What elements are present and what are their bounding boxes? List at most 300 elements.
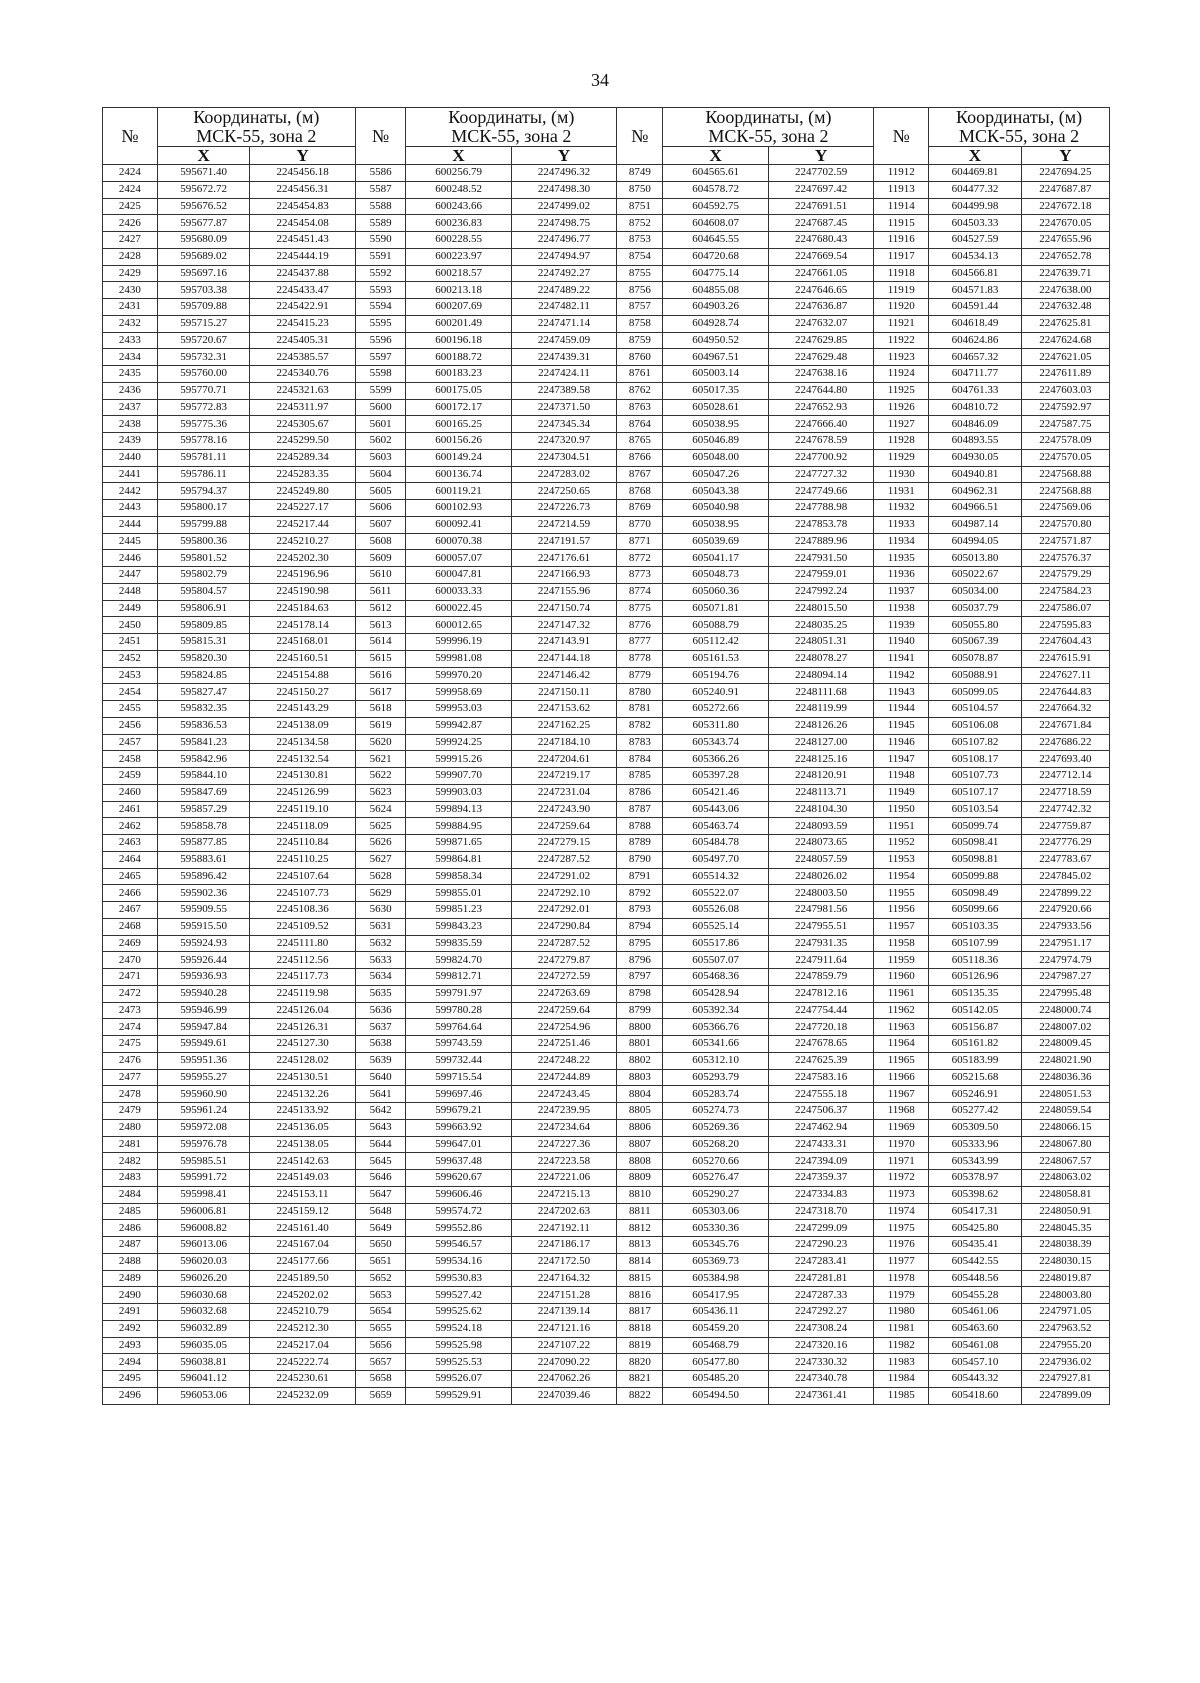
table-row (103, 466, 1110, 483)
point-number: 2460 (103, 784, 158, 801)
x-value: 605046.89 (663, 433, 768, 450)
x-value: 604711.77 (929, 366, 1022, 383)
table-row (103, 1253, 1110, 1270)
point-number: 11958 (874, 935, 929, 952)
x-value: 605099.66 (929, 902, 1022, 919)
y-value: 2245444.19 (250, 248, 355, 265)
x-value: 605468.79 (663, 1337, 768, 1354)
point-number: 8797 (617, 969, 663, 986)
x-value: 605088.79 (663, 617, 768, 634)
y-value: 2247578.09 (1021, 433, 1109, 450)
y-value: 2247162.25 (511, 717, 616, 734)
y-value: 2247318.70 (768, 1203, 873, 1220)
table-row (103, 1052, 1110, 1069)
y-value: 2247330.32 (768, 1354, 873, 1371)
x-value: 599858.34 (406, 868, 511, 885)
point-number: 2461 (103, 801, 158, 818)
point-number: 11943 (874, 684, 929, 701)
x-value: 605112.42 (663, 634, 768, 651)
point-number: 5638 (355, 1036, 406, 1053)
x-value: 605107.99 (929, 935, 1022, 952)
y-value: 2247652.78 (1021, 248, 1109, 265)
x-value: 595951.36 (157, 1052, 250, 1069)
point-number: 11936 (874, 567, 929, 584)
x-value: 605507.07 (663, 952, 768, 969)
y-value: 2247687.87 (1021, 181, 1109, 198)
point-number: 2470 (103, 952, 158, 969)
y-value: 2247629.85 (768, 332, 873, 349)
y-value: 2247754.44 (768, 1002, 873, 1019)
x-value: 599546.57 (406, 1237, 511, 1254)
x-value: 599871.65 (406, 835, 511, 852)
x-value: 605106.08 (929, 717, 1022, 734)
x-value: 605135.35 (929, 985, 1022, 1002)
x-value: 600183.23 (406, 366, 511, 383)
point-number: 5653 (355, 1287, 406, 1304)
y-value: 2247583.16 (768, 1069, 873, 1086)
x-value: 600248.52 (406, 181, 511, 198)
x-value: 605484.78 (663, 835, 768, 852)
y-value: 2247636.87 (768, 299, 873, 316)
x-value: 605497.70 (663, 851, 768, 868)
point-number: 2473 (103, 1002, 158, 1019)
point-number: 11916 (874, 232, 929, 249)
table-row (103, 349, 1110, 366)
y-value: 2247287.52 (511, 935, 616, 952)
x-value: 605343.74 (663, 734, 768, 751)
point-number: 5649 (355, 1220, 406, 1237)
point-number: 5602 (355, 433, 406, 450)
point-number: 8809 (617, 1170, 663, 1187)
table-row (103, 1153, 1110, 1170)
point-number: 11980 (874, 1304, 929, 1321)
y-value: 2247987.27 (1021, 969, 1109, 986)
x-value: 605274.73 (663, 1103, 768, 1120)
y-value: 2247615.91 (1021, 650, 1109, 667)
point-number: 2457 (103, 734, 158, 751)
point-number: 11919 (874, 282, 929, 299)
y-value: 2245161.40 (250, 1220, 355, 1237)
x-value: 600057.07 (406, 550, 511, 567)
x-value: 605425.80 (929, 1220, 1022, 1237)
y-header: Y (1021, 147, 1109, 165)
x-value: 596030.68 (157, 1287, 250, 1304)
point-number: 8789 (617, 835, 663, 852)
y-value: 2245126.31 (250, 1019, 355, 1036)
x-value: 595896.42 (157, 868, 250, 885)
point-number: 8792 (617, 885, 663, 902)
y-value: 2247670.05 (1021, 215, 1109, 232)
y-value: 2245451.43 (250, 232, 355, 249)
x-value: 599851.23 (406, 902, 511, 919)
y-value: 2247239.95 (511, 1103, 616, 1120)
point-number: 11976 (874, 1237, 929, 1254)
xy-header-row (103, 147, 1110, 165)
y-value: 2247139.14 (511, 1304, 616, 1321)
point-number: 2440 (103, 449, 158, 466)
y-value: 2247244.89 (511, 1069, 616, 1086)
y-value: 2247243.45 (511, 1086, 616, 1103)
x-value: 605333.96 (929, 1136, 1022, 1153)
y-value: 2247661.05 (768, 265, 873, 282)
table-row (103, 533, 1110, 550)
y-value: 2247853.78 (768, 516, 873, 533)
point-number: 2438 (103, 416, 158, 433)
y-value: 2247062.26 (511, 1371, 616, 1388)
point-number: 8777 (617, 634, 663, 651)
x-value: 595799.88 (157, 516, 250, 533)
y-value: 2247202.63 (511, 1203, 616, 1220)
point-number: 2463 (103, 835, 158, 852)
x-value: 595680.09 (157, 232, 250, 249)
point-number: 11931 (874, 483, 929, 500)
x-value: 595677.87 (157, 215, 250, 232)
y-value: 2248026.02 (768, 868, 873, 885)
x-value: 605071.81 (663, 600, 768, 617)
x-value: 604846.09 (929, 416, 1022, 433)
y-value: 2247107.22 (511, 1337, 616, 1354)
x-value: 595800.17 (157, 500, 250, 517)
y-value: 2245433.47 (250, 282, 355, 299)
x-value: 595936.93 (157, 969, 250, 986)
y-value: 2245222.74 (250, 1354, 355, 1371)
x-value: 595806.91 (157, 600, 250, 617)
y-value: 2248051.31 (768, 634, 873, 651)
y-value: 2247345.34 (511, 416, 616, 433)
x-value: 605037.79 (929, 600, 1022, 617)
point-number: 5589 (355, 215, 406, 232)
y-value: 2247911.64 (768, 952, 873, 969)
x-value: 604962.31 (929, 483, 1022, 500)
y-value: 2245126.99 (250, 784, 355, 801)
point-number: 11947 (874, 751, 929, 768)
y-value: 2247254.96 (511, 1019, 616, 1036)
coords-header (663, 108, 874, 147)
point-number: 2471 (103, 969, 158, 986)
y-value: 2247691.51 (768, 198, 873, 215)
y-value: 2245249.80 (250, 483, 355, 500)
x-value: 605103.54 (929, 801, 1022, 818)
y-value: 2247496.32 (511, 165, 616, 182)
point-number: 2454 (103, 684, 158, 701)
y-value: 2247234.64 (511, 1119, 616, 1136)
y-value: 2248066.15 (1021, 1119, 1109, 1136)
x-value: 605442.55 (929, 1253, 1022, 1270)
y-value: 2247955.51 (768, 918, 873, 935)
table-row (103, 1069, 1110, 1086)
y-value: 2245119.98 (250, 985, 355, 1002)
y-value: 2245212.30 (250, 1320, 355, 1337)
x-value: 595732.31 (157, 349, 250, 366)
y-value: 2247702.59 (768, 165, 873, 182)
point-number: 11924 (874, 366, 929, 383)
x-value: 599970.20 (406, 667, 511, 684)
point-number: 5587 (355, 181, 406, 198)
y-value: 2245143.29 (250, 701, 355, 718)
x-value: 595976.78 (157, 1136, 250, 1153)
y-value: 2247172.50 (511, 1253, 616, 1270)
x-value: 605013.80 (929, 550, 1022, 567)
y-value: 2245167.04 (250, 1237, 355, 1254)
point-number: 2482 (103, 1153, 158, 1170)
point-number: 5592 (355, 265, 406, 282)
point-number: 8761 (617, 366, 663, 383)
point-number: 5642 (355, 1103, 406, 1120)
y-value: 2247981.56 (768, 902, 873, 919)
x-value: 595778.16 (157, 433, 250, 450)
point-number: 11951 (874, 818, 929, 835)
y-value: 2248045.35 (1021, 1220, 1109, 1237)
x-value: 599924.25 (406, 734, 511, 751)
point-number: 11983 (874, 1354, 929, 1371)
y-value: 2245422.91 (250, 299, 355, 316)
y-value: 2247671.84 (1021, 717, 1109, 734)
x-value: 595998.41 (157, 1186, 250, 1203)
point-number: 5586 (355, 165, 406, 182)
table-row (103, 215, 1110, 232)
y-value: 2245110.84 (250, 835, 355, 852)
point-number: 2465 (103, 868, 158, 885)
y-value: 2245128.02 (250, 1052, 355, 1069)
x-value: 605268.20 (663, 1136, 768, 1153)
x-value: 596008.82 (157, 1220, 250, 1237)
point-number: 11981 (874, 1320, 929, 1337)
point-number: 5613 (355, 617, 406, 634)
x-value: 605494.50 (663, 1387, 768, 1404)
y-value: 2247621.05 (1021, 349, 1109, 366)
point-number: 11975 (874, 1220, 929, 1237)
point-number: 5643 (355, 1119, 406, 1136)
coords-header-line2: МСК-55, зона 2 (196, 126, 317, 146)
x-value: 605343.99 (929, 1153, 1022, 1170)
coords-header-line2: МСК-55, зона 2 (708, 126, 829, 146)
point-number: 2444 (103, 516, 158, 533)
point-number: 11925 (874, 382, 929, 399)
x-header: X (157, 147, 250, 165)
y-value: 2247627.11 (1021, 667, 1109, 684)
x-value: 596053.06 (157, 1387, 250, 1404)
y-value: 2245130.81 (250, 768, 355, 785)
table-row (103, 165, 1110, 182)
point-number: 8769 (617, 500, 663, 517)
num-header: № (103, 108, 158, 165)
y-value: 2247334.83 (768, 1186, 873, 1203)
y-value: 2245130.51 (250, 1069, 355, 1086)
coords-header (406, 108, 617, 147)
coordinates-table (102, 107, 1110, 1405)
x-value: 599620.67 (406, 1170, 511, 1187)
point-number: 5654 (355, 1304, 406, 1321)
y-value: 2247219.17 (511, 768, 616, 785)
point-number: 2484 (103, 1186, 158, 1203)
y-value: 2247320.97 (511, 433, 616, 450)
point-number: 5623 (355, 784, 406, 801)
table-row (103, 1136, 1110, 1153)
x-value: 605397.28 (663, 768, 768, 785)
point-number: 5640 (355, 1069, 406, 1086)
x-value: 605455.28 (929, 1287, 1022, 1304)
table-row (103, 784, 1110, 801)
table-row (103, 1103, 1110, 1120)
y-value: 2247927.81 (1021, 1371, 1109, 1388)
point-number: 5608 (355, 533, 406, 550)
point-number: 8805 (617, 1103, 663, 1120)
point-number: 5616 (355, 667, 406, 684)
x-value: 604903.26 (663, 299, 768, 316)
y-value: 2247304.51 (511, 449, 616, 466)
point-number: 11935 (874, 550, 929, 567)
point-number: 2496 (103, 1387, 158, 1404)
table-row (103, 701, 1110, 718)
y-value: 2247718.59 (1021, 784, 1109, 801)
table-row (103, 1186, 1110, 1203)
y-value: 2247592.97 (1021, 399, 1109, 416)
point-number: 2425 (103, 198, 158, 215)
x-value: 605156.87 (929, 1019, 1022, 1036)
point-number: 8767 (617, 466, 663, 483)
point-number: 11933 (874, 516, 929, 533)
y-header: Y (768, 147, 873, 165)
point-number: 8781 (617, 701, 663, 718)
y-value: 2248127.00 (768, 734, 873, 751)
y-value: 2245132.54 (250, 751, 355, 768)
y-value: 2247788.98 (768, 500, 873, 517)
x-value: 595697.16 (157, 265, 250, 282)
table-row (103, 969, 1110, 986)
table-row (103, 1119, 1110, 1136)
y-value: 2247995.48 (1021, 985, 1109, 1002)
x-value: 605118.36 (929, 952, 1022, 969)
x-value: 604608.07 (663, 215, 768, 232)
y-value: 2247489.22 (511, 282, 616, 299)
point-number: 5611 (355, 583, 406, 600)
point-number: 5598 (355, 366, 406, 383)
point-number: 5604 (355, 466, 406, 483)
x-value: 604930.05 (929, 449, 1022, 466)
x-value: 605041.17 (663, 550, 768, 567)
x-value: 599525.53 (406, 1354, 511, 1371)
y-value: 2247569.06 (1021, 500, 1109, 517)
point-number: 11917 (874, 248, 929, 265)
point-number: 2428 (103, 248, 158, 265)
x-value: 605107.17 (929, 784, 1022, 801)
y-value: 2245132.26 (250, 1086, 355, 1103)
y-value: 2247783.67 (1021, 851, 1109, 868)
x-value: 605290.27 (663, 1186, 768, 1203)
point-number: 2477 (103, 1069, 158, 1086)
y-value: 2247290.23 (768, 1237, 873, 1254)
point-number: 8779 (617, 667, 663, 684)
table-row (103, 1170, 1110, 1187)
x-value: 605017.35 (663, 382, 768, 399)
x-value: 605366.26 (663, 751, 768, 768)
table-row (103, 801, 1110, 818)
table-row (103, 650, 1110, 667)
y-value: 2247899.22 (1021, 885, 1109, 902)
x-value: 605038.95 (663, 416, 768, 433)
x-value: 604855.08 (663, 282, 768, 299)
y-value: 2247340.78 (768, 1371, 873, 1388)
point-number: 2445 (103, 533, 158, 550)
y-value: 2247889.96 (768, 533, 873, 550)
point-number: 5636 (355, 1002, 406, 1019)
y-value: 2247166.93 (511, 567, 616, 584)
x-value: 605022.67 (929, 567, 1022, 584)
y-value: 2247287.33 (768, 1287, 873, 1304)
point-number: 11959 (874, 952, 929, 969)
point-number: 2466 (103, 885, 158, 902)
x-value: 599552.86 (406, 1220, 511, 1237)
point-number: 11954 (874, 868, 929, 885)
point-number: 11974 (874, 1203, 929, 1220)
x-value: 596013.06 (157, 1237, 250, 1254)
y-value: 2247571.87 (1021, 533, 1109, 550)
point-number: 5641 (355, 1086, 406, 1103)
x-value: 595947.84 (157, 1019, 250, 1036)
point-number: 8817 (617, 1304, 663, 1321)
y-value: 2248067.80 (1021, 1136, 1109, 1153)
y-value: 2248113.71 (768, 784, 873, 801)
point-number: 5588 (355, 198, 406, 215)
table-row (103, 583, 1110, 600)
y-value: 2247272.59 (511, 969, 616, 986)
y-value: 2247496.77 (511, 232, 616, 249)
point-number: 5594 (355, 299, 406, 316)
x-value: 604578.72 (663, 181, 768, 198)
point-number: 2452 (103, 650, 158, 667)
table-row (103, 567, 1110, 584)
point-number: 8798 (617, 985, 663, 1002)
x-value: 595800.36 (157, 533, 250, 550)
y-value: 2247259.64 (511, 818, 616, 835)
point-number: 2439 (103, 433, 158, 450)
point-number: 5597 (355, 349, 406, 366)
table-row (103, 433, 1110, 450)
y-value: 2247603.03 (1021, 382, 1109, 399)
y-value: 2245153.11 (250, 1186, 355, 1203)
x-value: 605043.38 (663, 483, 768, 500)
y-value: 2247394.09 (768, 1153, 873, 1170)
y-value: 2247243.90 (511, 801, 616, 818)
x-value: 605477.80 (663, 1354, 768, 1371)
table-row (103, 935, 1110, 952)
y-value: 2247287.52 (511, 851, 616, 868)
y-value: 2248036.36 (1021, 1069, 1109, 1086)
x-value: 605418.60 (929, 1387, 1022, 1404)
point-number: 11948 (874, 768, 929, 785)
table-row (103, 868, 1110, 885)
y-value: 2247576.37 (1021, 550, 1109, 567)
table-row (103, 1270, 1110, 1287)
x-value: 599524.18 (406, 1320, 511, 1337)
point-number: 2490 (103, 1287, 158, 1304)
y-header: Y (511, 147, 616, 165)
y-header: Y (250, 147, 355, 165)
x-value: 605099.88 (929, 868, 1022, 885)
x-value: 595794.37 (157, 483, 250, 500)
x-value: 604720.68 (663, 248, 768, 265)
x-value: 600102.93 (406, 500, 511, 517)
y-value: 2248119.99 (768, 701, 873, 718)
point-number: 5630 (355, 902, 406, 919)
x-value: 605526.08 (663, 902, 768, 919)
point-number: 11973 (874, 1186, 929, 1203)
x-value: 605060.36 (663, 583, 768, 600)
y-value: 2248094.14 (768, 667, 873, 684)
y-value: 2247150.11 (511, 684, 616, 701)
x-value: 605459.20 (663, 1320, 768, 1337)
y-value: 2248111.68 (768, 684, 873, 701)
